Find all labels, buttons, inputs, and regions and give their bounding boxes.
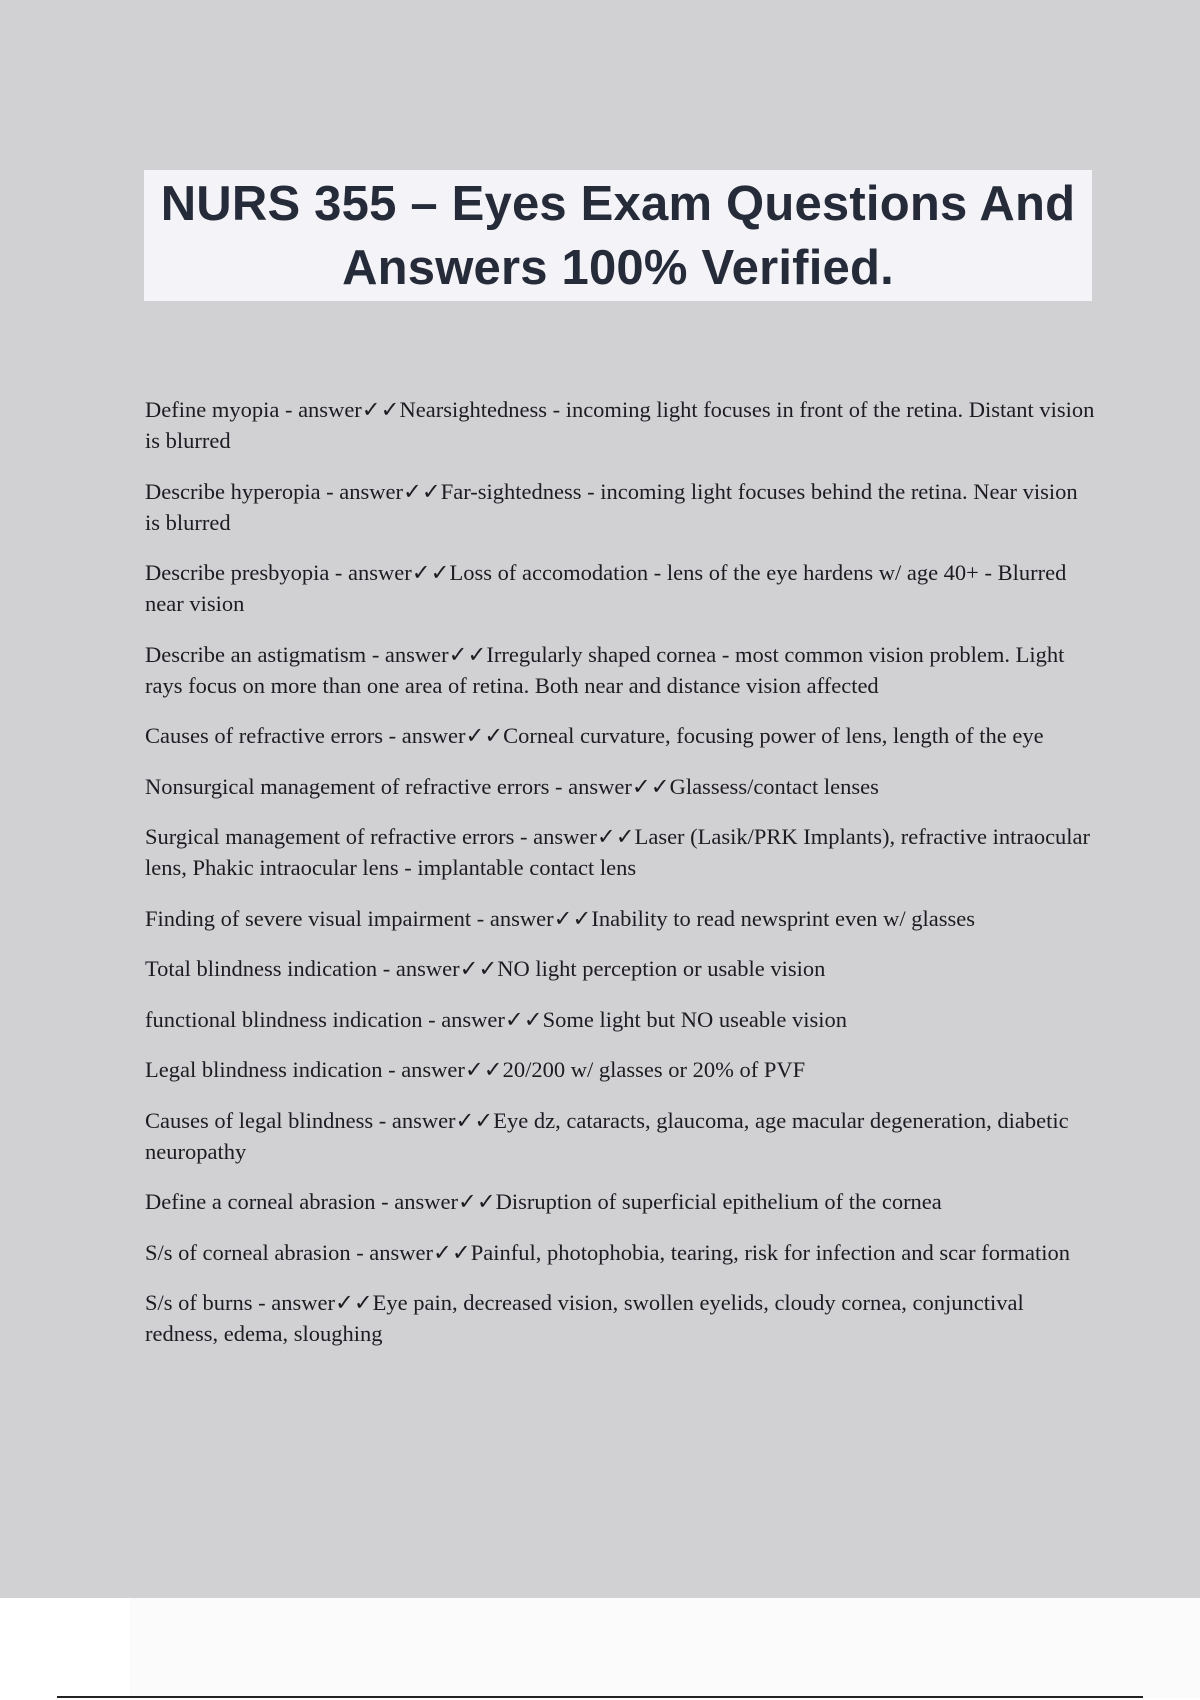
page-bottom-shade [130,1598,1200,1698]
footer-divider [57,1696,1143,1698]
qa-item: Total blindness indication - answer✓✓NO light perception or usable vision [145,956,826,981]
qa-item: functional blindness indication - answer✓✓Some light but NO useable vision [145,1006,847,1032]
qa-item: Nonsurgical management of refractive errors - answer✓✓Glassess/contact lenses [145,773,879,799]
qa-item: Describe presbyopia - answer✓✓Loss of accomodation - lens of the eye hardens w/ age 40+ - Blurred near vision [145,560,1067,616]
qa-item: S/s of burns - answer✓✓Eye pain, decreased vision, swollen eyelids, cloudy cornea, conjunctival redness, edema, sloughing [145,1290,1024,1346]
qa-item: Describe hyperopia - answer✓✓Far-sightedness - incoming light focuses behind the retina. Near vision is blurred [145,478,1078,535]
qa-item: Define a corneal abrasion - answer✓✓Disruption of superficial epithelium of the cornea [145,1189,942,1214]
qa-item: Legal blindness indication - answer✓✓20/200 w/ glasses or 20% of PVF [145,1057,806,1082]
qa-item: Define myopia - answer✓✓Nearsightedness - incoming light focuses in front of the retina. Distant vision is blurred [145,397,1095,453]
qa-item: Finding of severe visual impairment - answer✓✓Inability to read newsprint even w/ glasses [145,905,976,931]
qa-item: Causes of legal blindness - answer✓✓Eye dz, cataracts, glaucoma, age macular degeneration, diabetic neuropathy [145,1107,1069,1164]
title-box [144,170,1092,301]
qa-item: Surgical management of refractive errors - answer✓✓Laser (Lasik/PRK Implants), refractive intraocular lens, Phakic intraocular lens - implantable contact lens [145,824,1091,880]
qa-list [145,394,1095,1369]
qa-item: S/s of corneal abrasion - answer✓✓Painful, photophobia, tearing, risk for infection and scar formation [145,1239,1070,1265]
document-title: NURS 355 – Eyes Exam Questions And Answers 100% Verified. [160,176,1076,295]
qa-item: Causes of refractive errors - answer✓✓Corneal curvature, focusing power of lens, length of the eye [145,723,1044,748]
qa-item: Describe an astigmatism - answer✓✓Irregularly shaped cornea - most common vision problem. Light rays focus on more than one area of retina. Both near and distance vision affected [145,641,1065,698]
